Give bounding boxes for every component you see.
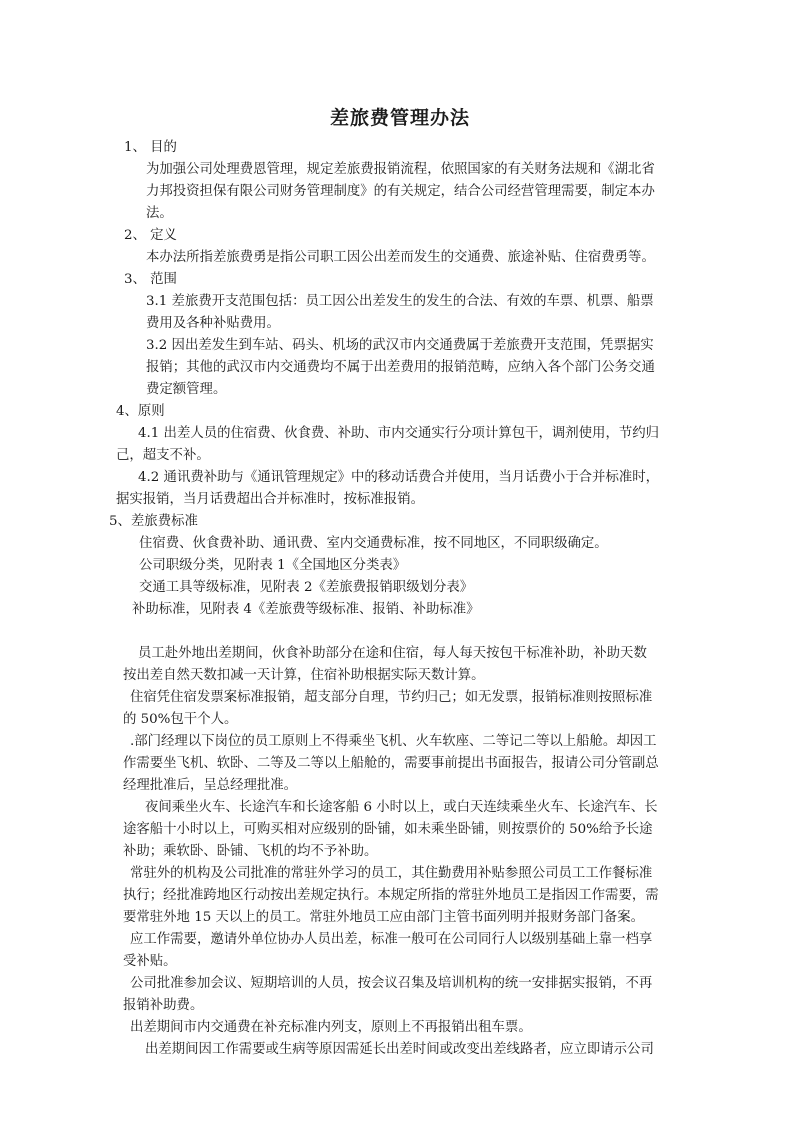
text-line: 己，超支不补。: [116, 448, 210, 463]
text-line: 据实报销，当月话费超出合并标准时，按标准报销。: [116, 492, 424, 507]
text-line: 本办法所指差旅费勇是指公司职工因公出差而发生的交通费、旅途补贴、住宿费勇等。: [146, 250, 655, 265]
section-heading: 3、 范围: [124, 272, 177, 287]
text-line: 的 50%包干个人。: [123, 712, 238, 727]
text-line: 报销补助费。: [123, 998, 204, 1013]
text-line: 报销；其他的武汉市内交通费均不属于出差费用的报销范畴，应纳入各个部门公务交通: [146, 360, 655, 375]
text-line: 执行；经批准跨地区行动按出差规定执行。本规定所指的常驻外地员工是指因工作需要，需: [123, 888, 659, 903]
text-line: 交通工具等级标准，见附表 2《差旅费报销职级划分表》: [139, 580, 474, 595]
text-line: .部门经理以下岗位的员工原则上不得乘坐飞机、火车软座、二等记二等以上船舱。却因工: [130, 734, 657, 749]
text-line: 应工作需要，邀请外单位协办人员出差，标准一般可在公司同行人以级别基础上靠一档享: [130, 932, 653, 947]
text-line: 员工赴外地出差期间，伙食补助部分在途和住宿，每人每天按包干标准补助，补助天数: [138, 646, 647, 661]
text-line: 夜间乘坐火车、长途汽车和长途客船 6 小时以上，或白天连续乘坐火车、长途汽车、长: [145, 800, 658, 815]
text-line: 费定额管理。: [146, 382, 227, 397]
section-heading: 5、差旅费标准: [109, 514, 198, 529]
document-title: 差旅费管理办法: [329, 107, 470, 129]
text-line: 4.2 通讯费补助与《通讯管理规定》中的移动话费合并使用，当月话费小于合并标准时，: [138, 470, 660, 485]
text-line: 住宿费、伙食费补助、通讯费、室内交通费标准，按不同地区，不同职级确定。: [139, 536, 608, 551]
text-line: 经理批准后，呈总经理批准。: [123, 778, 298, 793]
text-line: 为加强公司处理费恩管理，规定差旅费报销流程，依照国家的有关财务法规和《湖北省: [146, 162, 655, 177]
text-line: 途客船十小时以上，可购买相对应级别的卧铺，如未乘坐卧铺，则按票价的 50%给予长途: [123, 822, 653, 837]
text-line: 常驻外的机构及公司批准的常驻外学习的员工，其住勤费用补贴参照公司员工工作餐标准: [130, 866, 653, 881]
text-line: 3.2 因出差发生到车站、码头、机场的武汉市内交通费属于差旅费开支范围，凭票据实: [146, 338, 654, 353]
text-line: 补助标准，见附表 4《差旅费等级标准、报销、补助标准》: [132, 602, 480, 617]
text-line: 住宿凭住宿发票案标准报销，超支部分自理，节约归己；如无发票，报销标准则按照标准: [130, 690, 653, 705]
text-line: 公司职级分类，见附表 1《全国地区分类表》: [139, 558, 407, 573]
text-line: 3.1 差旅费开支范围包括：员工因公出差发生的发生的合法、有效的车票、机票、船票: [146, 294, 654, 309]
text-line: 受补贴。: [123, 954, 177, 969]
section-heading: 2、 定义: [124, 228, 177, 243]
text-line: 出差期间因工作需要或生病等原因需延长出差时间或改变出差线路者，应立即请示公司: [145, 1042, 654, 1057]
text-line: 公司批准参加会议、短期培训的人员，按会议召集及培训机构的统一安排据实报销，不再: [130, 976, 653, 991]
text-line: 力邦投资担保有限公司财务管理制度》的有关规定，结合公司经营管理需要，制定本办: [146, 184, 655, 199]
text-line: 费用及各种补贴费用。: [146, 316, 280, 331]
section-heading: 4、原则: [116, 404, 165, 419]
text-line: 法。: [146, 206, 173, 221]
text-line: 要常驻外地 15 天以上的员工。常驻外地员工应由部门主管书面列明并报财务部门备案。: [123, 910, 645, 925]
section-heading: 1、 目的: [124, 140, 177, 155]
text-line: 补助；乘软卧、卧铺、飞机的均不予补助。: [123, 844, 378, 859]
text-line: 4.1 出差人员的住宿费、伙食费、补助、市内交通实行分项计算包干，调剂使用，节约归: [138, 426, 660, 441]
text-line: 出差期间市内交通费在补充标准内列支，原则上不再报销出租车票。: [130, 1020, 532, 1035]
text-line: 作需要坐飞机、软卧、二等及二等以上船舱的，需要事前提出书面报告，报请公司分管副总: [123, 756, 659, 771]
text-line: 按出差自然天数扣减一天计算，住宿补助根据实际天数计算。: [123, 668, 485, 683]
